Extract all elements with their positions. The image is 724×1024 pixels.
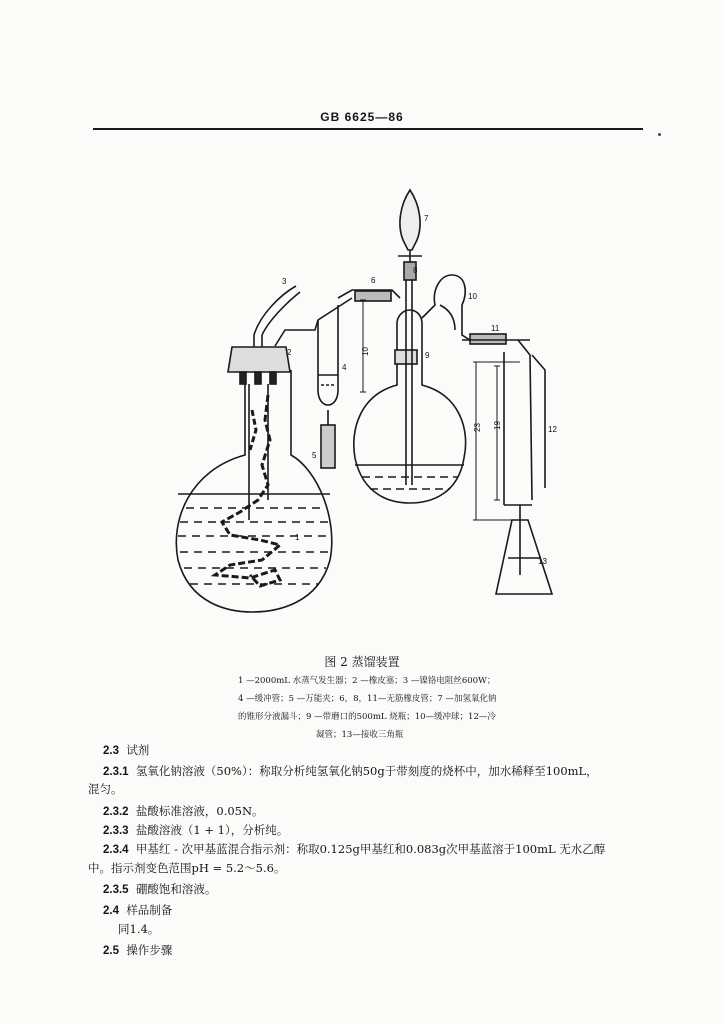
label-10: 10	[468, 292, 477, 301]
paragraph-text: 甲基红 - 次甲基蓝混合指示剂：称取0.125g甲基红和0.083g次甲基蓝溶于100mL 无水乙醇	[135, 842, 606, 856]
section-number: 2.3.3	[103, 825, 129, 837]
label-11: 11	[491, 324, 500, 333]
section-2-3-2	[103, 803, 264, 819]
section-number: 2.5	[103, 945, 119, 957]
caption-line-3: 的锥形分液漏斗；9 —带磨口的500mL 烧瓶；10—缓冲球；12—冷	[238, 712, 496, 722]
figure-title: 图 2 蒸馏装置	[324, 655, 400, 669]
standard-number: GB 6625—86	[320, 110, 404, 124]
paragraph-text: 盐酸溶液（1 + 1），分析纯。	[135, 823, 289, 837]
section-2-3-4	[103, 841, 605, 857]
label-8: 8	[413, 266, 418, 275]
section-number: 2.3.4	[103, 844, 129, 856]
label-1: 1	[295, 533, 300, 542]
dim-19-inner: 19	[493, 421, 502, 430]
section-number: 2.3.5	[103, 884, 129, 896]
section-2-3-4-cont: 中。指示剂变色范围pH = 5.2～5.6。	[88, 861, 286, 875]
label-2: 2	[287, 348, 292, 357]
dim-10: 10	[361, 347, 370, 356]
label-7: 7	[424, 214, 429, 223]
section-heading: 样品制备	[126, 903, 173, 917]
section-2-3-1-cont: 混匀。	[88, 782, 123, 796]
speck	[658, 133, 661, 136]
condenser	[504, 340, 545, 575]
section-number: 2.3.1	[103, 766, 129, 778]
section-2-3-3	[103, 822, 288, 838]
paragraph-text: 盐酸标准溶液，0.05N。	[135, 804, 264, 818]
header-rule	[93, 128, 643, 130]
section-2-4	[103, 902, 172, 918]
paragraph-text: 氢氧化钠溶液（50%）：称取分析纯氢氧化钠50g于带刻度的烧杯中，加水稀释至100mL，	[135, 764, 598, 778]
section-2-4-text: 同1.4。	[118, 922, 160, 936]
section-2-3-1	[103, 763, 598, 779]
label-5: 5	[312, 451, 317, 460]
paragraph-text: 硼酸饱和溶液。	[135, 882, 217, 896]
steam-generator-flask	[176, 335, 332, 612]
section-number: 2.4	[103, 905, 119, 917]
label-3: 3	[282, 277, 287, 286]
section-heading: 操作步骤	[126, 943, 173, 957]
section-heading: 试剂	[126, 743, 150, 757]
label-4: 4	[342, 363, 347, 372]
caption-line-2: 4 —缓冲管；5 —万能夹；6，8，11—无筋橡皮管；7 —加氢氧化钠	[238, 694, 497, 704]
label-9: 9	[425, 351, 430, 360]
label-13: 13	[538, 557, 547, 566]
distillation-flask	[354, 310, 466, 503]
section-2-3	[103, 742, 149, 758]
section-number: 2.3	[103, 745, 119, 757]
section-2-5	[103, 942, 172, 958]
label-12: 12	[548, 425, 557, 434]
dim-23: 23	[473, 423, 482, 432]
caption-line-1: 1 —2000mL 水蒸气发生器；2 —橡皮塞；3 —镍铬电阻丝600W；	[238, 676, 496, 686]
distillation-apparatus-diagram	[160, 180, 580, 620]
section-2-3-5	[103, 881, 216, 897]
section-number: 2.3.2	[103, 806, 129, 818]
caption-line-4: 凝管；13—接收三角瓶	[316, 730, 404, 740]
label-6: 6	[371, 276, 376, 285]
